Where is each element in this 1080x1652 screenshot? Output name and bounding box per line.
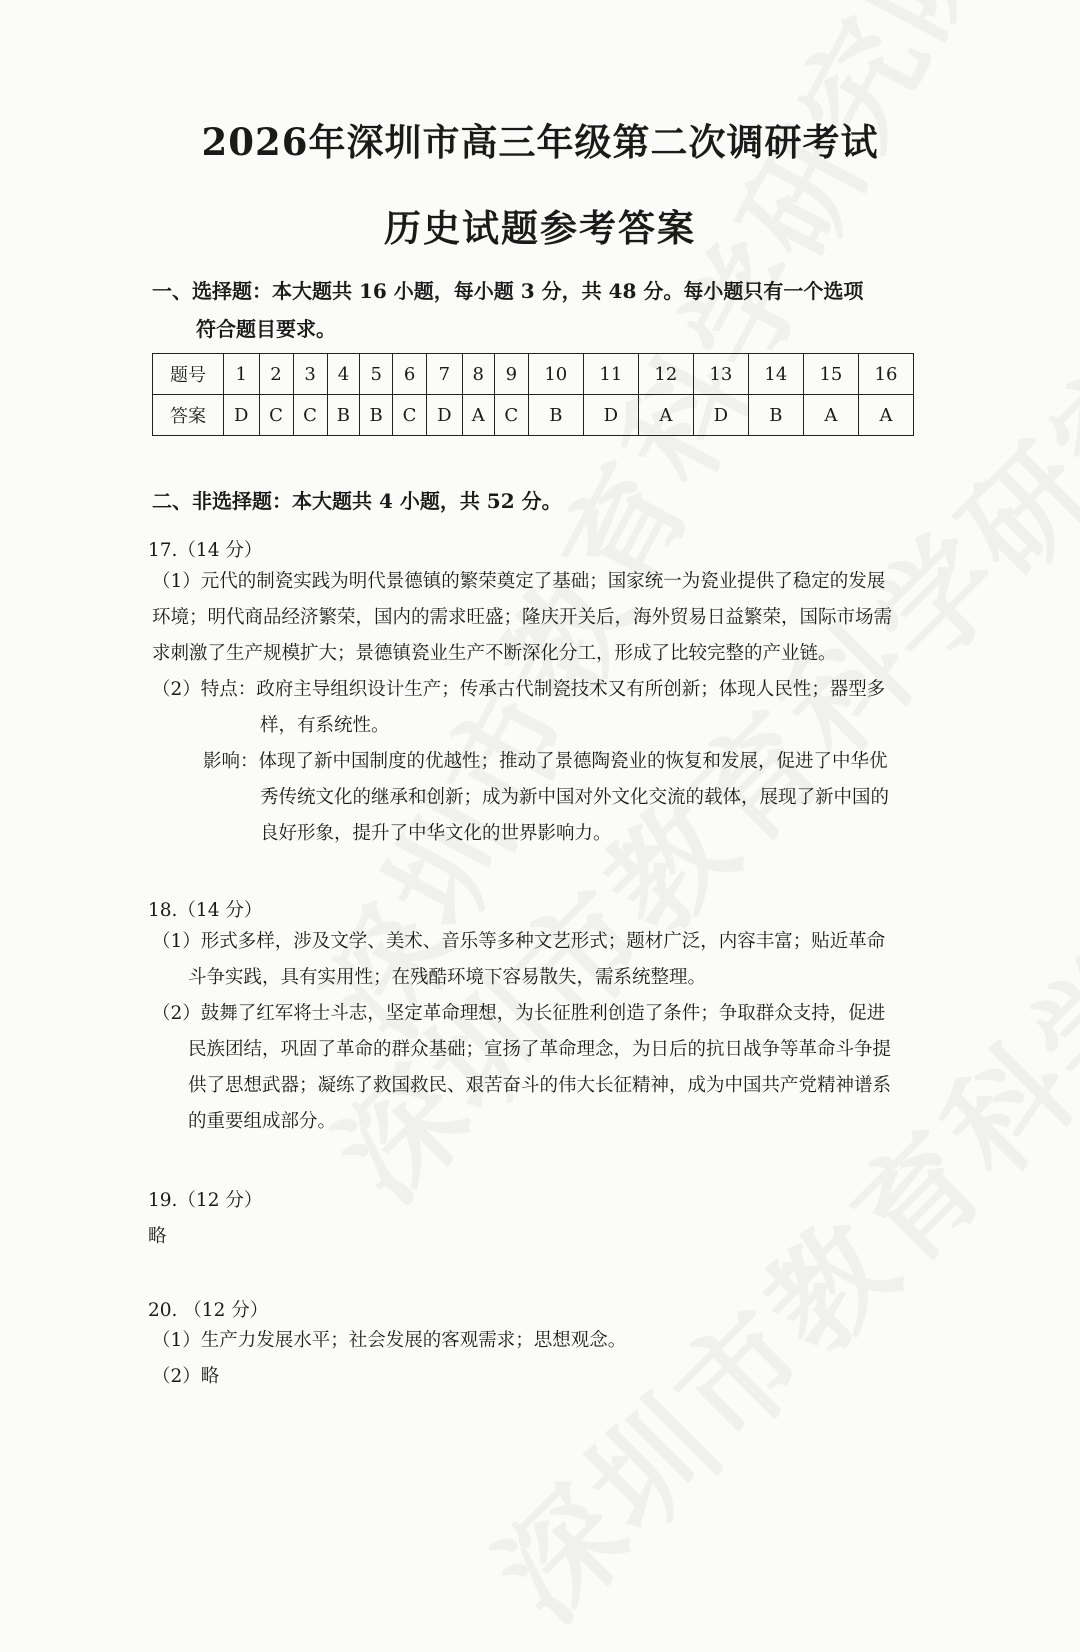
- section1-heading: [152, 272, 932, 348]
- answer-cell: A: [462, 395, 494, 436]
- q17-part2: [152, 672, 917, 744]
- answer-cell: A: [858, 395, 913, 436]
- section1-heading-line1: 一、选择题：本大题共 16 小题，每小题 3 分，共 48 分。每小题只有一个选项: [152, 279, 864, 303]
- q18-part1-line: （1）形式多样，涉及文学、美术、音乐等多种文艺形式；题材广泛，内容丰富；贴近革命: [152, 931, 886, 952]
- question-number: 9: [494, 354, 528, 395]
- q17-part1-line: 环境；明代商品经济繁荣，国内的需求旺盛；隆庆开关后，海外贸易日益繁荣，国际市场需: [152, 607, 893, 628]
- question-number: 6: [393, 354, 427, 395]
- answer-cell: C: [494, 395, 528, 436]
- answer-cell: C: [393, 395, 427, 436]
- q19-heading: 19.（12 分）: [148, 1190, 263, 1211]
- answer-cell: B: [360, 395, 393, 436]
- section2-heading: 二、非选择题：本大题共 4 小题，共 52 分。: [152, 489, 562, 513]
- q18-part2-line: 民族团结，巩固了革命的群众基础；宣扬了革命理念，为日后的抗日战争等革命斗争提: [188, 1039, 892, 1060]
- answer-cell: D: [224, 395, 260, 436]
- section1-heading-line2: 符合题目要求。: [196, 317, 336, 341]
- q18-part2-line: 的重要组成部分。: [188, 1111, 337, 1132]
- answer-cell: D: [693, 395, 748, 436]
- question-number: 12: [638, 354, 693, 395]
- q18-part2: [152, 996, 917, 1140]
- question-number: 11: [583, 354, 638, 395]
- answer-cell: B: [748, 395, 803, 436]
- q17-part3-line: 秀传统文化的继承和创新；成为新中国对外文化交流的载体，展现了新中国的: [260, 787, 890, 808]
- q18-part2-line: （2）鼓舞了红军将士斗志，坚定革命理想，为长征胜利创造了条件；争取群众支持，促进: [152, 1003, 886, 1024]
- q20-heading: 20. （12 分）: [148, 1300, 269, 1321]
- question-number: 7: [427, 354, 463, 395]
- row-label-number: 题号: [153, 354, 224, 395]
- answer-cell: B: [327, 395, 360, 436]
- q20-part2: （2）略: [152, 1366, 220, 1387]
- answer-cell: B: [528, 395, 583, 436]
- q17-part1-line: （1）元代的制瓷实践为明代景德镇的繁荣奠定了基础；国家统一为瓷业提供了稳定的发展: [152, 571, 886, 592]
- answer-table-answer-row: [153, 395, 914, 436]
- answer-cell: A: [638, 395, 693, 436]
- answer-cell: C: [293, 395, 327, 436]
- document-title: 2026年深圳市高三年级第二次调研考试: [201, 120, 879, 164]
- question-number: 5: [360, 354, 393, 395]
- q18-heading: 18.（14 分）: [148, 900, 263, 921]
- q17-part2-line: （2）特点：政府主导组织设计生产；传承古代制瓷技术又有所创新；体现人民性；器型多: [152, 679, 886, 700]
- q18-part2-line: 供了思想武器；凝练了救国救民、艰苦奋斗的伟大长征精神，成为中国共产党精神谱系: [188, 1075, 892, 1096]
- q17-part3-line: 影响：体现了新中国制度的优越性；推动了景德陶瓷业的恢复和发展，促进了中华优: [203, 751, 888, 772]
- question-number: 15: [803, 354, 858, 395]
- question-number: 14: [748, 354, 803, 395]
- q17-part1: [152, 564, 917, 672]
- question-number: 2: [259, 354, 293, 395]
- q18-part1-line: 斗争实践，具有实用性；在残酷环境下容易散失，需系统整理。: [188, 967, 707, 988]
- q17-part2-line: 样，有系统性。: [260, 715, 390, 736]
- row-label-answer: 答案: [153, 395, 224, 436]
- answer-cell: A: [803, 395, 858, 436]
- q17-part3: [203, 744, 923, 852]
- answer-cell: D: [583, 395, 638, 436]
- document-subtitle: 历史试题参考答案: [384, 206, 696, 250]
- q19-answer: 略: [148, 1226, 167, 1247]
- question-number: 16: [858, 354, 913, 395]
- question-number: 3: [293, 354, 327, 395]
- question-number: 13: [693, 354, 748, 395]
- question-number: 1: [224, 354, 260, 395]
- q17-part3-line: 良好形象，提升了中华文化的世界影响力。: [260, 823, 612, 844]
- answer-table: [152, 353, 914, 436]
- question-number: 8: [462, 354, 494, 395]
- q20-part1: （1）生产力发展水平；社会发展的客观需求；思想观念。: [152, 1330, 627, 1351]
- answer-cell: C: [259, 395, 293, 436]
- q18-part1: [152, 924, 917, 996]
- answer-table-number-row: [153, 354, 914, 395]
- question-number: 10: [528, 354, 583, 395]
- question-number: 4: [327, 354, 360, 395]
- answer-cell: D: [427, 395, 463, 436]
- q17-heading: 17.（14 分）: [148, 540, 263, 561]
- q17-part1-line: 求刺激了生产规模扩大；景德镇瓷业生产不断深化分工，形成了比较完整的产业链。: [152, 643, 837, 664]
